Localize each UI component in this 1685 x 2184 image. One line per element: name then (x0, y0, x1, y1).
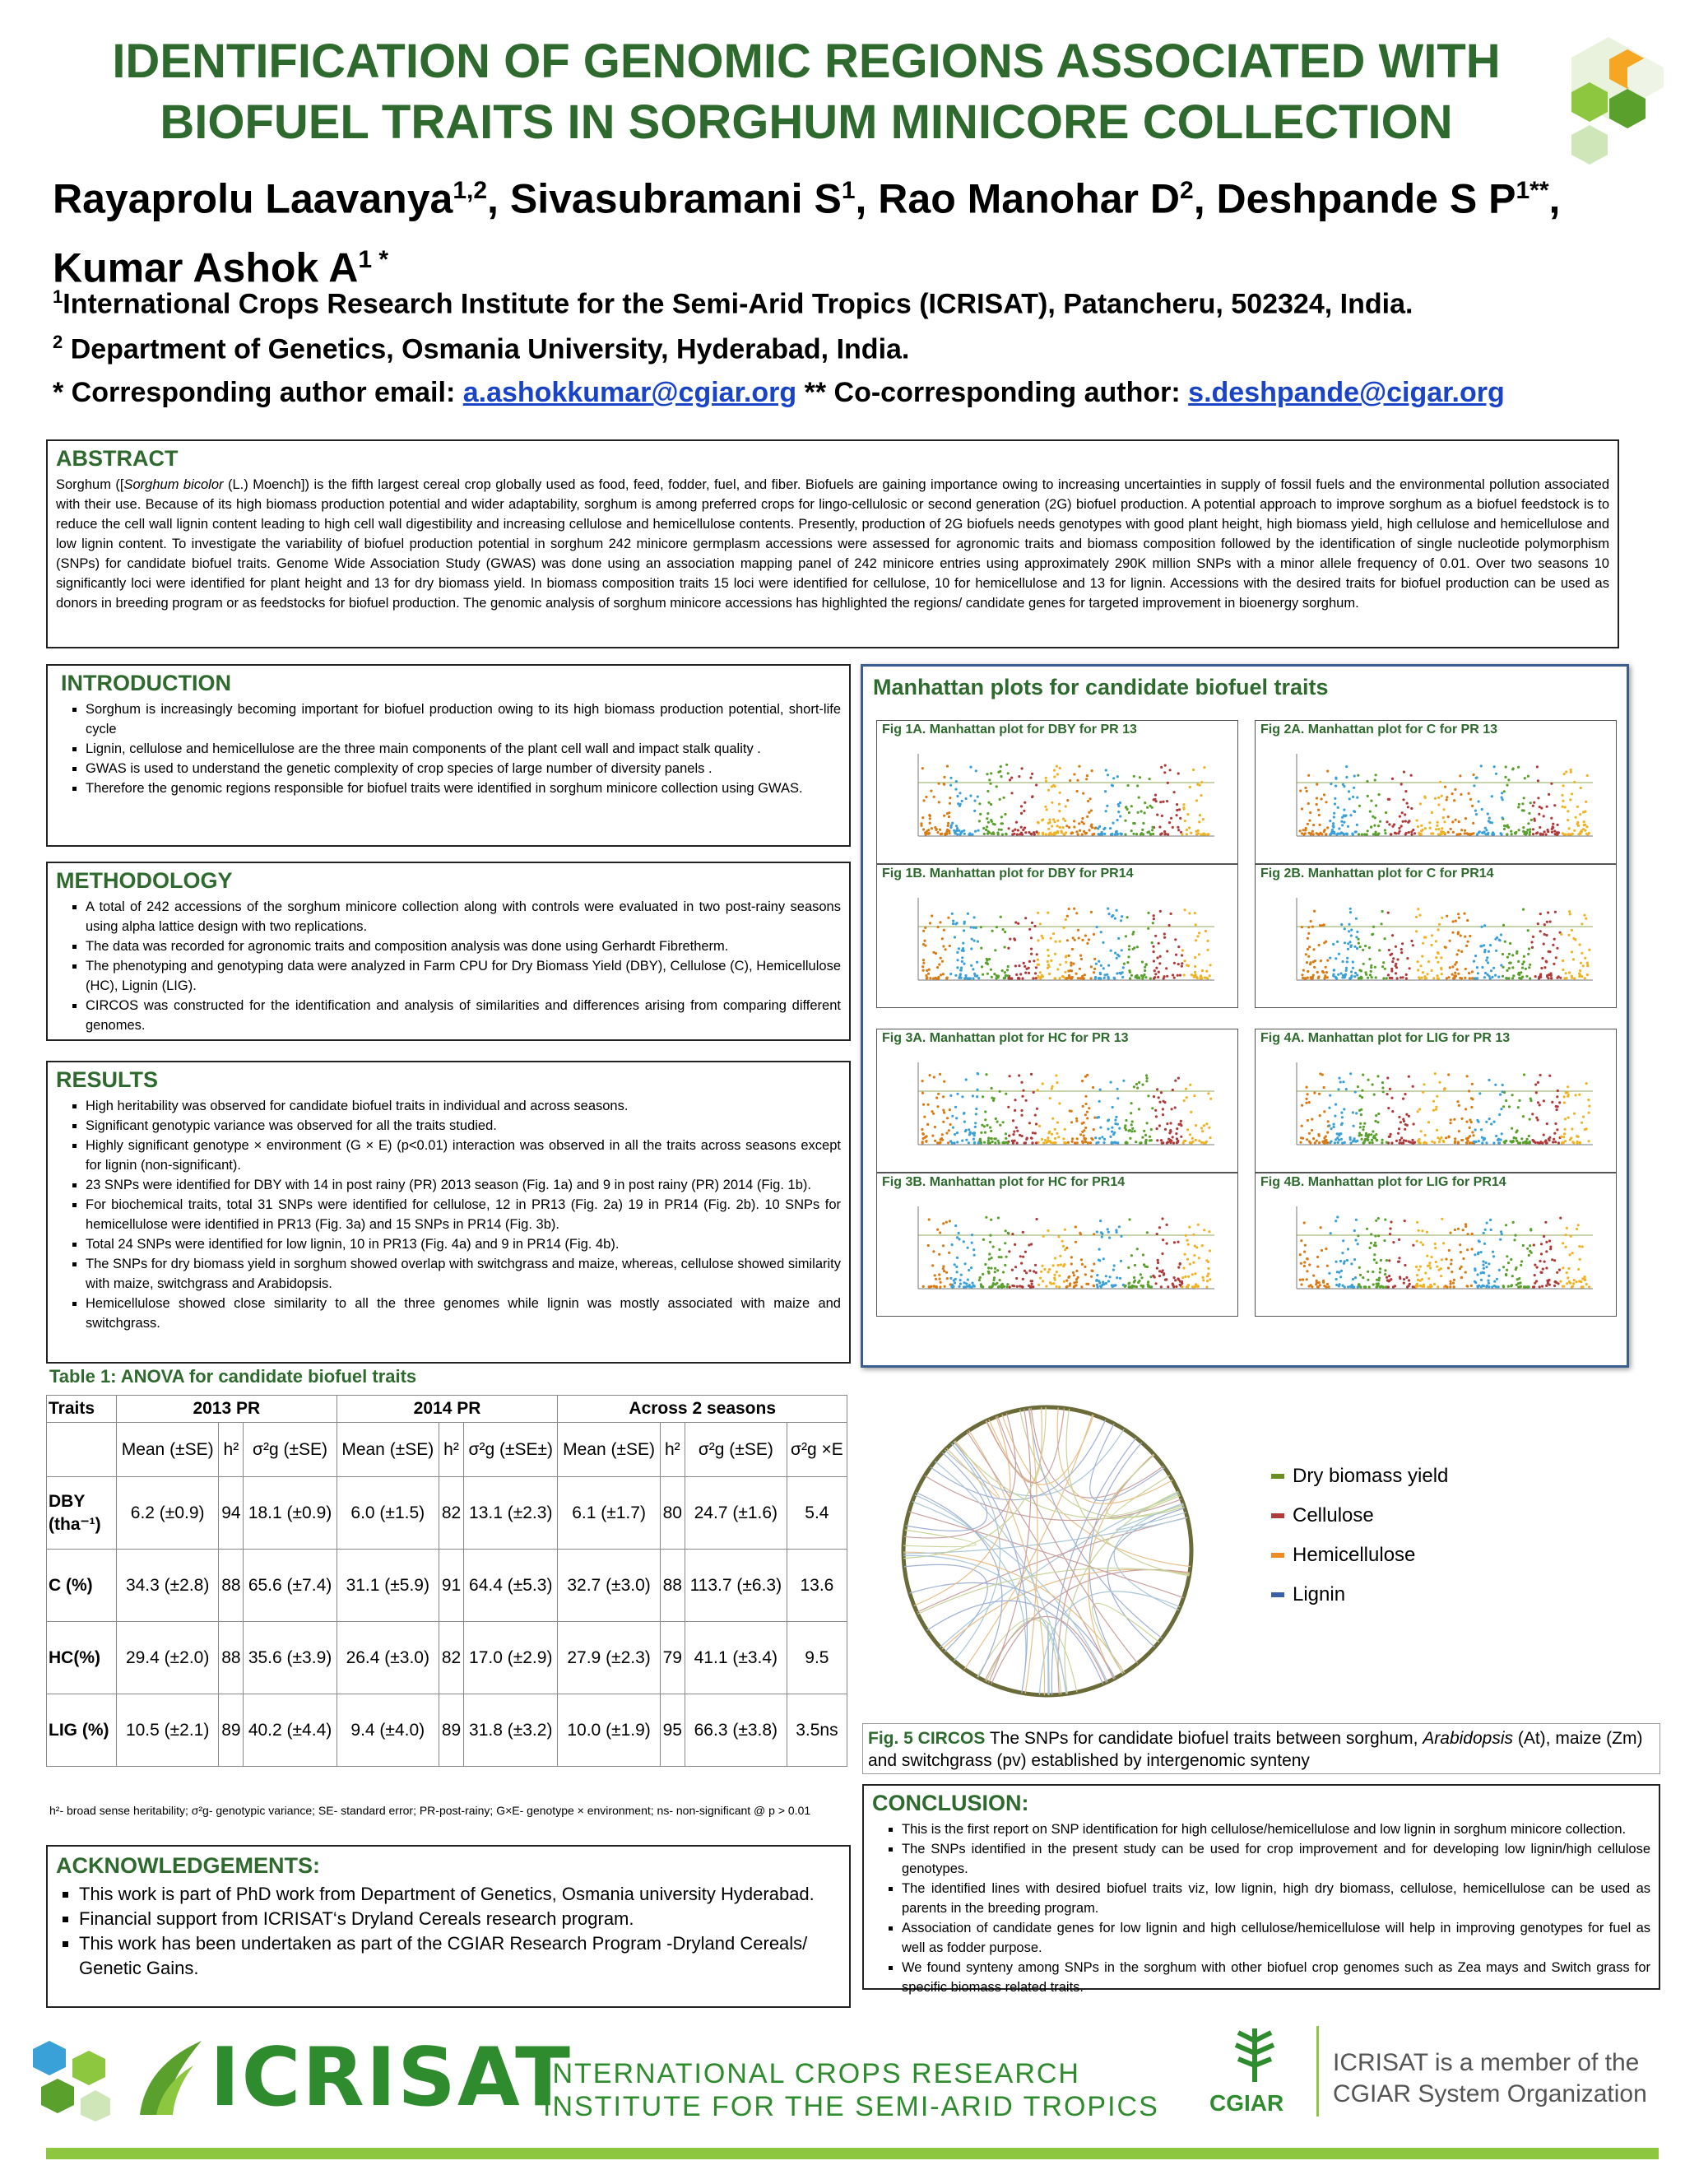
table-cell: 88 (219, 1622, 244, 1694)
affiliation-1-text: International Crops Research Institute for the Semi-Arid Tropics (ICRISAT), Patancheru, 502324, India. (63, 288, 1413, 320)
circos-legend (1271, 1465, 1448, 1623)
manhattan-plot-graphic (1288, 746, 1601, 844)
table-subheader: Mean (±SE) (337, 1423, 439, 1477)
results-heading: RESULTS (56, 1067, 159, 1092)
poster-title (49, 31, 1563, 153)
list-item: ▪ Significant genotypic variance was observed for all the traits studied. (86, 1116, 841, 1136)
legend-item (1271, 1544, 1448, 1567)
table-cell: 6.0 (±1.5) (337, 1477, 439, 1550)
legend-swatch (1271, 1553, 1284, 1558)
introduction-section (46, 664, 851, 847)
table-caption: Table 1: ANOVA for candidate biofuel traits (49, 1366, 417, 1387)
table-cell: 9.5 (787, 1622, 847, 1694)
table-cell: 80 (660, 1477, 685, 1550)
legend-label: Lignin (1293, 1583, 1346, 1605)
list-item: ▪ A total of 242 accessions of the sorghum minicore collection along with controls were evaluated in two post-rainy seasons using alpha lattice design with two replications. (86, 897, 841, 936)
list-item: ▪ The identified lines with desired biofuel traits viz, low lignin, high dry biomass, cellulose, hemicellulose can be used as parents in the breeding program. (902, 1879, 1650, 1918)
legend-label: Cellulose (1293, 1504, 1374, 1526)
list-item: ▪ Therefore the genomic regions responsible for biofuel traits were identified in sorghum minicore collection using GWAS. (86, 778, 841, 798)
author-3-affil: 2 (1180, 177, 1194, 204)
table-cell: 82 (439, 1477, 463, 1550)
table-cell: 34.3 (±2.8) (117, 1550, 219, 1622)
manhattan-plot-title: Fig 2B. Manhattan plot for C for PR14 (1260, 867, 1494, 881)
list-item: ▪ 23 SNPs were identified for DBY with 14 in post rainy (PR) 2013 season (Fig. 1a) and 9 in post rainy (PR) 2014 (Fig. 1b). (86, 1175, 841, 1195)
table-subheader: Mean (±SE) (117, 1423, 219, 1477)
cgiar-membership (1333, 2047, 1647, 2110)
author-5: Kumar Ashok A (53, 244, 359, 291)
abstract-text-start: Sorghum ([ (56, 477, 124, 492)
legend-item (1271, 1583, 1448, 1606)
table-header-row (47, 1396, 847, 1423)
anova-body (47, 1477, 847, 1767)
manhattan-plot-graphic (1288, 1198, 1601, 1297)
table-cell: 24.7 (±1.6) (685, 1477, 787, 1550)
table-cell: 32.7 (±3.0) (558, 1550, 660, 1622)
manhattan-plot-title: Fig 1A. Manhattan plot for DBY for PR 13 (882, 723, 1137, 737)
acknowledgements-list (56, 1882, 841, 1981)
list-item: ▪ We found synteny among SNPs in the sorghum with other biofuel crop genomes such as Zea mays and Switch grass for specific biomass related traits. (902, 1958, 1650, 1997)
list-item: ▪ Lignin, cellulose and hemicellulose are the three main components of the plant cell wall and impact stalk quality . (86, 739, 841, 759)
list-item: ▪ Financial support from ICRISAT‘s Dryland Cereals research program. (79, 1907, 841, 1931)
affiliation-2 (53, 332, 909, 365)
table-cell: 64.4 (±5.3) (464, 1550, 558, 1622)
table-cell: 6.2 (±0.9) (117, 1477, 219, 1550)
manhattan-section (861, 664, 1629, 1368)
legend-swatch (1271, 1474, 1284, 1479)
icrisat-logo-icon (123, 2033, 222, 2123)
table-cell: 3.5ns (787, 1694, 847, 1767)
table-trait-cell: DBY (tha⁻¹) (47, 1477, 117, 1550)
list-item: ▪ The data was recorded for agronomic traits and composition analysis was done using Gerhardt Fibretherm. (86, 936, 841, 956)
affiliation-1-number: 1 (53, 286, 63, 307)
author-3: Rao Manohar D (878, 175, 1180, 222)
manhattan-plot-graphic (1288, 890, 1601, 988)
results-list (56, 1096, 841, 1333)
cgiar-logo-text: CGIAR (1209, 2090, 1284, 2116)
author-2-affil: 1 (841, 177, 856, 204)
manhattan-plot-panel (1255, 864, 1617, 1008)
manhattan-plot-title: Fig 1B. Manhattan plot for DBY for PR14 (882, 867, 1134, 881)
table-header: 2014 PR (337, 1396, 558, 1423)
list-item: ▪ High heritability was observed for candidate biofuel traits in individual and across seasons. (86, 1096, 841, 1116)
table-cell: 17.0 (±2.9) (464, 1622, 558, 1694)
conclusion-list (872, 1819, 1650, 1997)
list-item: ▪ This work is part of PhD work from Department of Genetics, Osmania university Hyderabad. (79, 1882, 841, 1907)
table-cell: 18.1 (±0.9) (244, 1477, 337, 1550)
table-subheader: h² (439, 1423, 463, 1477)
author-4: Deshpande S P (1216, 175, 1516, 222)
abstract-text (56, 475, 1609, 613)
legend-swatch (1271, 1513, 1284, 1518)
manhattan-plot-panel (876, 864, 1238, 1008)
manhattan-plot-panel (1255, 1173, 1617, 1317)
table-row (47, 1694, 847, 1767)
organization-name-line-2: INSTITUTE FOR THE SEMI-ARID TROPICS (543, 2091, 1159, 2122)
table-cell: 9.4 (±4.0) (337, 1694, 439, 1767)
list-item: ▪ Association of candidate genes for low lignin and high cellulose/hemicellulose will help in improving genotypes for fuel as well as fodder purpose. (902, 1918, 1650, 1958)
table-cell: 31.8 (±3.2) (464, 1694, 558, 1767)
table-cell: 5.4 (787, 1477, 847, 1550)
manhattan-plot-panel (876, 720, 1238, 864)
methodology-heading: METHODOLOGY (56, 868, 233, 893)
table-cell: 13.1 (±2.3) (464, 1477, 558, 1550)
corresponding-email-link[interactable]: a.ashokkumar@cgiar.org (462, 377, 797, 408)
organization-name (543, 2057, 1159, 2123)
table-cell: 89 (219, 1694, 244, 1767)
legend-label: Dry biomass yield (1293, 1465, 1449, 1487)
manhattan-heading: Manhattan plots for candidate biofuel traits (873, 675, 1329, 699)
table-cell: 65.6 (±7.4) (244, 1550, 337, 1622)
results-section (46, 1061, 851, 1364)
list-item: ▪ CIRCOS was constructed for the identification and analysis of similarities and differences arising from comparing different genomes. (86, 996, 841, 1035)
author-2: Sivasubramani S (509, 175, 842, 222)
list-item: ▪ This work has been undertaken as part of the CGIAR Research Program -Dryland Cereals/ Genetic Gains. (79, 1931, 841, 1981)
table-cell: 40.2 (±4.4) (244, 1694, 337, 1767)
list-item: ▪ Highly significant genotype × environment (G × E) (p<0.01) interaction was observed in all the traits across seasons except for lignin (non-significant). (86, 1136, 841, 1175)
circos-caption-text-end: (At), maize (Zm) and switchgrass (pv) established by intergenomic synteny (868, 1729, 1643, 1770)
table-cell: 91 (439, 1550, 463, 1622)
manhattan-plot-title: Fig 2A. Manhattan plot for C for PR 13 (1260, 723, 1498, 737)
table-subheader: h² (660, 1423, 685, 1477)
list-item: ▪ The SNPs for dry biomass yield in sorghum showed overlap with switchgrass and maize, whereas, cellulose showed similarity with maize, switchgrass and Arabidopsis. (86, 1254, 841, 1294)
manhattan-plot-graphic (910, 1198, 1223, 1297)
table-row (47, 1550, 847, 1622)
abstract-species: Sorghum bicolor (123, 477, 224, 492)
circos-caption-species: Arabidopsis (1423, 1729, 1513, 1748)
organization-name-line-1: INTERNATIONAL CROPS RESEARCH (543, 2058, 1080, 2089)
legend-item (1271, 1504, 1448, 1527)
methodology-section (46, 862, 851, 1041)
table-cell: 88 (219, 1550, 244, 1622)
table-cell: 66.3 (±3.8) (685, 1694, 787, 1767)
author-4-affil: 1** (1516, 177, 1549, 204)
title-line-1: IDENTIFICATION OF GENOMIC REGIONS ASSOCIATED WITH (112, 35, 1501, 88)
abstract-section (46, 439, 1619, 648)
table-trait-cell: C (%) (47, 1550, 117, 1622)
table-cell: 26.4 (±3.0) (337, 1622, 439, 1694)
manhattan-plot-graphic (910, 1054, 1223, 1153)
list-item: ▪ The SNPs identified in the present study can be used for crop improvement and for developing low lignin/high cellulose genotypes. (902, 1839, 1650, 1879)
table-cell: 10.5 (±2.1) (117, 1694, 219, 1767)
anova-table (46, 1395, 847, 1767)
table-row (47, 1477, 847, 1550)
manhattan-plot-title: Fig 3B. Manhattan plot for HC for PR14 (882, 1175, 1126, 1189)
cgiar-membership-line-1: ICRISAT is a member of the (1333, 2049, 1640, 2076)
table-cell: 89 (439, 1694, 463, 1767)
table-cell: 113.7 (±6.3) (685, 1550, 787, 1622)
manhattan-plot-panel (1255, 720, 1617, 864)
table-subheader: σ²g ×E (787, 1423, 847, 1477)
icrisat-logo-text: ICRISAT (210, 2031, 572, 2125)
table-cell: 95 (660, 1694, 685, 1767)
corresponding-label: * Corresponding author email: (53, 377, 463, 408)
manhattan-plot-graphic (910, 890, 1223, 988)
sdg-hexagon-icon (25, 2033, 115, 2123)
introduction-list (56, 699, 841, 798)
table-header: Traits (47, 1396, 117, 1423)
science-hexagon-icon (1547, 33, 1670, 165)
acknowledgements-section (46, 1845, 851, 2008)
table-cell: 29.4 (±2.0) (117, 1622, 219, 1694)
table-cell: 79 (660, 1622, 685, 1694)
abstract-text-body: (L.) Moench]) is the fifth largest cereal crop globally used as food, feed, fodder, fuel, and fiber. Biofuels are gaining importance owing to increasing uncertainties in supply of fossil fuels and the environmental pollution associated with their use. Because of its high biomass production potential and wider adaptability, sorghum is among preferred crops for lingo-cellulosic or second generation (2G) biofuel production. A potential approach to improve sorghum as a biofuel feedstock is to reduce the cell wall lignin content leading to high cell wall digestibility and increasing cellulose and hemicellulose contents. Presently, production of 2G biofuels needs genotypes with good plant height, high biomass yield, high cellulose and hemicellulose and low lignin content. To investigate the variability of biofuel production potential in sorghum 242 minicore germplasm accessions were assessed for agronomic traits and biomass composition followed by the identification of single nucleotide polymorphism (SNPs) for candidate biofuel traits. Genome Wide Association Study (GWAS) was done using an association mapping panel of 242 minicore entries using approximately 290K million SNPs with a minor allele frequency of 0.01. Over two seasons 10 significantly loci were identified for plant height and 13 for dry biomass yield. In biomass composition traits 15 loci were identified for cellulose, 10 for hemicellulose and 13 for lignin. Accessions with the desired traits for biofuel production can be used as donors in breeding program or as feedstocks for biofuel production. The genomic analysis of sorghum minicore accessions has highlighted the regions/ candidate genes for targeted improvement in bioenergy sorghum. (56, 477, 1609, 611)
manhattan-plot-panel (876, 1029, 1238, 1173)
table-header: Across 2 seasons (558, 1396, 847, 1423)
table-cell: 88 (660, 1550, 685, 1622)
conclusion-section (862, 1784, 1660, 1995)
author-list: Rayaprolu Laavanya$^{1,2}$, Sivasubramani $S^1$, Rao Manohar $D^2$, Deshpande S $P^{1**}$, Kumar Ashok $A^{1 *}$ (53, 175, 1561, 291)
list-item: ▪ This is the first report on SNP identification for high cellulose/hemicellulose and low lignin in sorghum minicore collection. (902, 1819, 1650, 1839)
methodology-list (56, 897, 841, 1035)
cgiar-logo-icon (1218, 2024, 1292, 2090)
author-1-affil: 1,2 (453, 177, 488, 204)
author-5-affil: 1 * (358, 245, 389, 273)
footer-divider (1316, 2026, 1319, 2117)
table-subheader-row (47, 1423, 847, 1477)
abstract-heading: ABSTRACT (56, 446, 179, 471)
manhattan-plot-panel (1255, 1029, 1617, 1173)
manhattan-plot-title: Fig 4B. Manhattan plot for LIG for PR14 (1260, 1175, 1506, 1189)
co-corresponding-email-link[interactable]: s.deshpande@cigar.org (1188, 377, 1505, 408)
table-cell: 35.6 (±3.9) (244, 1622, 337, 1694)
co-corresponding-label: ** Co-corresponding author: (796, 377, 1189, 408)
table-cell: 82 (439, 1622, 463, 1694)
title-line-2: BIOFUEL TRAITS IN SORGHUM MINICORE COLLECTION (160, 95, 1453, 149)
affiliation-1 (53, 286, 1413, 320)
legend-swatch (1271, 1592, 1284, 1597)
table-cell: 27.9 (±2.3) (558, 1622, 660, 1694)
list-item: ▪ For biochemical traits, total 31 SNPs were identified for cellulose, 12 in PR13 (Fig. 2a) 19 in PR14 (Fig. 2b). 10 SNPs for hemicellulose were identified in PR13 (Fig. 3a) and 15 SNPs in PR14 (Fig. 3b). (86, 1195, 841, 1234)
table-cell: 41.1 (±3.4) (685, 1622, 787, 1694)
affiliation-2-number: 2 (53, 332, 63, 352)
circos-caption-label: Fig. 5 CIRCOS (868, 1729, 986, 1748)
list-item: ▪ Hemicellulose showed close similarity to all the three genomes while lignin was mostly associated with maize and switchgrass. (86, 1294, 841, 1333)
table-subheader: σ²g (±SE) (685, 1423, 787, 1477)
table-cell: 6.1 (±1.7) (558, 1477, 660, 1550)
manhattan-plot-title: Fig 4A. Manhattan plot for LIG for PR 13 (1260, 1031, 1511, 1045)
manhattan-plot-graphic (1288, 1054, 1601, 1153)
cgiar-membership-line-2: CGIAR System Organization (1333, 2080, 1647, 2107)
circos-caption-text: The SNPs for candidate biofuel traits between sorghum, (985, 1729, 1423, 1748)
list-item: ▪ GWAS is used to understand the genetic complexity of crop species of large number of diversity panels . (86, 759, 841, 778)
list-item: ▪ Total 24 SNPs were identified for low lignin, 10 in PR13 (Fig. 4a) and 9 in PR14 (Fig. 4b). (86, 1234, 841, 1254)
table-cell: 94 (219, 1477, 244, 1550)
corresponding-authors (53, 377, 1505, 409)
manhattan-plot-title: Fig 3A. Manhattan plot for HC for PR 13 (882, 1031, 1129, 1045)
list-item: ▪ The phenotyping and genotyping data were analyzed in Farm CPU for Dry Biomass Yield (DBY), Cellulose (C), Hemicellulose (HC), Lignin (LIG). (86, 956, 841, 996)
table-cell: 31.1 (±5.9) (337, 1550, 439, 1622)
circos-plot (870, 1382, 1224, 1712)
table-subheader: h² (219, 1423, 244, 1477)
introduction-heading: INTRODUCTION (61, 671, 231, 695)
legend-label: Hemicellulose (1293, 1544, 1416, 1566)
table-trait-cell: LIG (%) (47, 1694, 117, 1767)
table-header: 2013 PR (117, 1396, 337, 1423)
acknowledgements-heading: ACKNOWLEDGEMENTS: (56, 1853, 320, 1878)
table-cell (47, 1423, 117, 1477)
conclusion-heading: CONCLUSION: (872, 1791, 1029, 1815)
list-item: ▪ Sorghum is increasingly becoming important for biofuel production owing to its high biomass production potential, short-life cycle (86, 699, 841, 739)
manhattan-plot-panel (876, 1173, 1238, 1317)
author-1: Rayaprolu Laavanya (53, 175, 453, 222)
legend-item (1271, 1465, 1448, 1488)
affiliation-2-text: Department of Genetics, Osmania University, Hyderabad, India. (63, 333, 910, 365)
circos-caption (862, 1723, 1660, 1774)
table-cell: 13.6 (787, 1550, 847, 1622)
table-subheader: σ²g (±SE±) (464, 1423, 558, 1477)
table-trait-cell: HC(%) (47, 1622, 117, 1694)
table-row (47, 1622, 847, 1694)
table-cell: 10.0 (±1.9) (558, 1694, 660, 1767)
table-subheader: σ²g (±SE) (244, 1423, 337, 1477)
manhattan-plot-graphic (910, 746, 1223, 844)
footer-bar (46, 2148, 1659, 2159)
table-footnote: h²- broad sense heritability; σ²g- genotypic variance; SE- standard error; PR-post-rainy; G×E- genotype × environment; ns- non-significant @ p > 0.01 (49, 1804, 811, 1817)
table-subheader: Mean (±SE) (558, 1423, 660, 1477)
